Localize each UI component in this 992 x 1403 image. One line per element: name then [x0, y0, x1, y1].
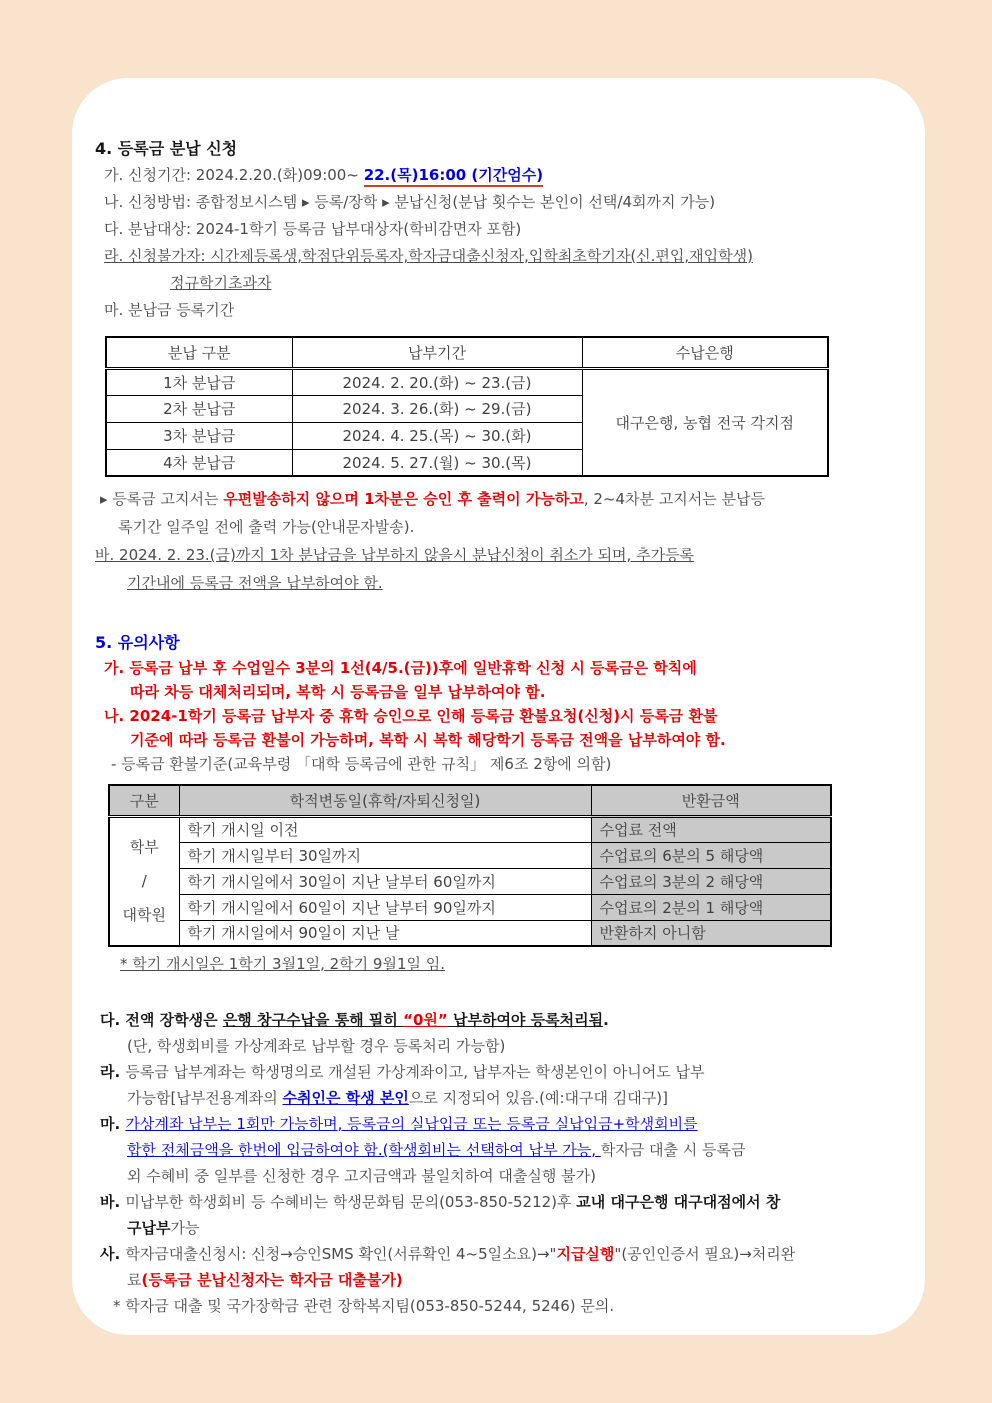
line-application-method: 나. 신청방법: 종합정보시스템 ▸ 등록/장학 ▸ 분납신청(분납 횟수는 본인이 선택/4회까지 가능) — [104, 193, 716, 211]
line-note-sa-2 — [127, 1267, 897, 1293]
note-sa-r3: "(공인인증서 필요)→처리완 — [614, 1245, 796, 1263]
line-caution-ga-1: 가. 등록금 납부 후 수업일수 3분의 1선(4/5.(금))후에 일반휴학 신청 시 등록금은 학칙에 — [104, 659, 697, 677]
note-sa-r1: 학자금대출신청시: 신청→승인SMS 확인(서류확인 4~5일소요)→" — [125, 1245, 557, 1263]
note-ra-l2r3: 으로 지정되어 있음.(예:대구대 김대구)] — [408, 1089, 668, 1107]
division-grad: 대학원 — [122, 906, 166, 925]
cell-period-2: 2024. 3. 26.(화) ~ 29.(금) — [292, 395, 582, 422]
note-ba-l2r2: 가능 — [170, 1219, 200, 1237]
line-semester-start-note: * 학기 개시일은 1학기 3월1일, 2학기 9월1일 임. — [120, 955, 446, 973]
line-installment-period-label: 마. 분납금 등록기간 — [104, 301, 235, 319]
note-ra-label: 라. — [100, 1063, 126, 1081]
note-ba-l2r1: 구납부 — [127, 1219, 171, 1237]
note-ma-l2r1: 합한 전체금액을 한번에 입금하여야 함.(학생회비는 선택하여 납부 가능, — [127, 1141, 601, 1159]
table1-col-installment: 분납 구분 — [106, 337, 292, 368]
table1-col-period: 납부기간 — [292, 337, 582, 368]
note-ma-r1: 가상계좌 납부는 1회만 가능하며, 등록금의 실납입금 또는 등록금 실납입금+학생회비를 — [125, 1115, 698, 1133]
note-sa-l2r1: 료 — [127, 1271, 142, 1289]
note-da-label: 다. — [100, 1011, 126, 1029]
line-note-ma-2 — [127, 1137, 897, 1163]
table-row — [109, 868, 831, 894]
line-cancel-1: 바. 2024. 2. 23.(금)까지 1차 분납금을 납부하지 않을시 분납신청이 취소가 되며, 추가등록 — [95, 546, 695, 564]
triangle-bullet-icon: ▸ — [100, 490, 108, 508]
note-da-r1: 전액 장학생은 — [125, 1011, 223, 1029]
note-da-r2: 은행 창구수납을 통해 필히 — [222, 1011, 404, 1029]
cell-change-4: 학기 개시일에서 60일이 지난 날부터 90일까지 — [179, 894, 591, 920]
cell-period-3: 2024. 4. 25.(목) ~ 30.(화) — [292, 422, 582, 449]
division-slash: / — [141, 872, 147, 891]
note-ba-r2: 교내 대구은행 대구대점에서 창 — [576, 1193, 781, 1211]
cell-change-3: 학기 개시일에서 30일이 지난 날부터 60일까지 — [179, 868, 591, 894]
table-row — [109, 920, 831, 946]
line-cancel-2: 기간내에 등록금 전액을 납부하여야 함. — [127, 574, 383, 592]
note-ba-label: 바. — [100, 1193, 126, 1211]
section4-title: 4. 등록금 분납 신청 — [95, 139, 238, 158]
section5-title: 5. 유의사항 — [95, 633, 180, 652]
line-bill-note-1 — [100, 485, 897, 513]
cell-period-4: 2024. 5. 27.(월) ~ 30.(목) — [292, 449, 582, 476]
cell-installment-1: 1차 분납금 — [106, 368, 292, 395]
note-da-r4: 납부하여야 등록처리됨 — [447, 1011, 604, 1029]
line-application-period — [104, 162, 897, 189]
application-deadline: 22.(목)16:00 (기간엄수) — [364, 166, 543, 187]
line-installment-target: 다. 분납대상: 2024-1학기 등록금 납부대상자(학비감면자 포함) — [104, 220, 522, 238]
cell-change-5: 학기 개시일에서 90일이 지난 날 — [179, 920, 591, 946]
note-ma-label: 마. — [100, 1115, 126, 1133]
note-sa-execute: 지급실행 — [556, 1245, 615, 1263]
bill-note-run2: 우편발송하지 않으며 1차분은 승인 후 출력이 가능하고 — [223, 490, 584, 508]
table-row — [109, 816, 831, 842]
table-row — [109, 842, 831, 868]
note-ra-l2r1: 가능함[납부전용계좌의 — [127, 1089, 283, 1107]
application-period-text: 가. 신청기간: 2024.2.20.(화)09:00~ — [104, 166, 364, 184]
note-ba-r1: 미납부한 학생회비 등 수혜비는 학생문화팀 문의(053-850-5212)후 — [125, 1193, 577, 1211]
cell-refund-2: 수업료의 6분의 5 해당액 — [591, 842, 831, 868]
table1-col-bank: 수납은행 — [582, 337, 828, 368]
line-note-ba-1 — [100, 1189, 897, 1215]
line-caution-na-1: 나. 2024-1학기 등록금 납부자 중 휴학 승인으로 인해 등록금 환불요청(신청)시 등록금 환불 — [104, 707, 718, 725]
table2-header-row — [109, 785, 831, 816]
cell-bank: 대구은행, 농협 전국 각지점 — [582, 368, 828, 476]
installment-schedule-table — [105, 336, 829, 477]
content-card — [72, 78, 925, 1335]
line-note-ba-2 — [127, 1215, 897, 1241]
line-note-ma-3: 외 수혜비 중 일부를 신청한 경우 고지금액과 불일치하여 대출실행 불가) — [127, 1167, 596, 1185]
bill-note-run1: 등록금 고지서는 — [112, 490, 224, 508]
table2-col-refund-amount: 반환금액 — [591, 785, 831, 816]
cell-installment-4: 4차 분납금 — [106, 449, 292, 476]
table2-col-change-date: 학적변동일(휴학/자퇴신청일) — [179, 785, 591, 816]
cell-refund-4: 수업료의 2분의 1 해당액 — [591, 894, 831, 920]
cell-refund-3: 수업료의 3분의 2 해당액 — [591, 868, 831, 894]
refund-table — [108, 784, 832, 947]
line-bill-note-2: 록기간 일주일 전에 출력 가능(안내문자발송). — [118, 518, 415, 536]
cell-change-1: 학기 개시일 이전 — [179, 816, 591, 842]
note-sa-label: 사. — [100, 1245, 126, 1263]
line-not-eligible: 라. 신청불가자: 시간제등록생,학점단위등록자,학자금대출신청자,입학최초학기자(신.편입,재입학생) — [104, 247, 753, 265]
cell-installment-2: 2차 분납금 — [106, 395, 292, 422]
cell-change-2: 학기 개시일부터 30일까지 — [179, 842, 591, 868]
cell-refund-5: 반환하지 아니함 — [591, 920, 831, 946]
table1-header-row — [106, 337, 828, 368]
cell-refund-1: 수업료 전액 — [591, 816, 831, 842]
division-undergrad: 학부 — [129, 838, 159, 857]
cell-installment-3: 3차 분납금 — [106, 422, 292, 449]
line-caution-na-2: 기준에 따라 등록금 환불이 가능하며, 복학 시 복학 해당학기 등록금 전액을 납부하여야 함. — [130, 731, 726, 749]
cell-period-1: 2024. 2. 20.(화) ~ 23.(금) — [292, 368, 582, 395]
line-note-ra-1 — [100, 1059, 897, 1085]
note-da-zero-won: “0원” — [403, 1011, 448, 1029]
line-note-da-2: (단, 학생회비를 가상계좌로 납부할 경우 등록처리 가능함) — [127, 1037, 506, 1055]
note-ma-l2r2: 학자금 대출 시 등록금 — [600, 1141, 746, 1159]
table-row — [106, 368, 828, 395]
bill-note-run3: , 2~4차분 고지서는 분납등 — [583, 490, 765, 508]
note-sa-no-loan: (등록금 분납신청자는 학자금 대출불가) — [141, 1271, 403, 1289]
line-note-ra-2 — [127, 1085, 897, 1111]
line-note-ma-1 — [100, 1111, 897, 1137]
table2-col-division: 구분 — [109, 785, 179, 816]
line-caution-ga-2: 따라 차등 대체처리되며, 복학 시 등록금을 일부 납부하여야 함. — [130, 683, 546, 701]
line-note-sa-1 — [100, 1241, 897, 1267]
note-ra-r1: 등록금 납부계좌는 학생명의로 개설된 가상계좌이고, 납부자는 학생본인이 아니어도 납부 — [125, 1063, 705, 1081]
note-ra-payee: 수취인은 학생 본인 — [282, 1089, 409, 1107]
table-row — [109, 894, 831, 920]
line-note-da-1 — [100, 1007, 897, 1033]
note-da-r5: . — [603, 1011, 609, 1029]
cell-division-group — [109, 816, 179, 946]
line-not-eligible-cont: 정규학기초과자 — [170, 274, 272, 292]
line-scholarship-contact: * 학자금 대출 및 국가장학금 관련 장학복지팀(053-850-5244, 5246) 문의. — [113, 1297, 615, 1315]
line-refund-basis: - 등록금 환불기준(교육부령 「대학 등록금에 관한 규칙」 제6조 2항에 의함) — [111, 755, 612, 773]
